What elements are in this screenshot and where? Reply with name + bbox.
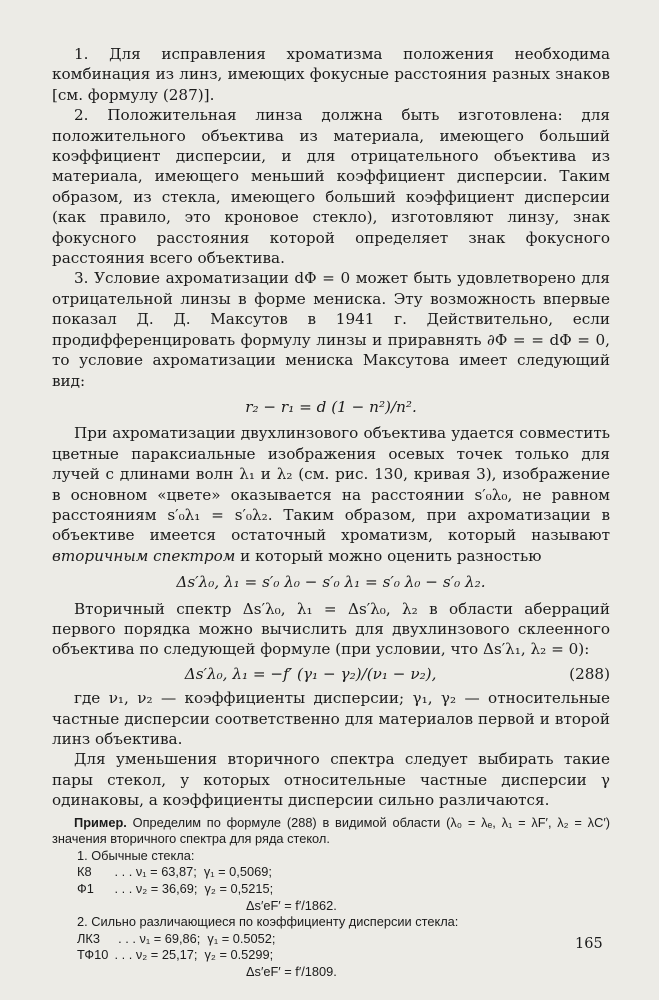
glass-row bbox=[77, 881, 610, 898]
paragraph-1: 1. Для исправления хроматизма положения необходима комбинация из линз, имеющих фокусные расстояния разных знаков [см. формулу (287)]. bbox=[52, 45, 610, 104]
glass-name: Ф1 bbox=[77, 881, 94, 896]
glass-row bbox=[77, 947, 610, 964]
paragraph-7: Для уменьшения вторичного спектра следует выбирать такие пары стекол, у которых относительные частные дисперсии γ одинаковы, а коэффициенты дисперсии сильно различаются. bbox=[52, 750, 610, 810]
group2-delta: Δs′eF′ = f′/1809. bbox=[246, 963, 337, 979]
paragraph-6: где ν₁, ν₂ — коэффициенты дисперсии; γ₁, γ₂ — относительные частные дисперсии соответственно для материалов первой и второй линз объектива. bbox=[52, 689, 610, 748]
formula-meniscus: r₂ − r₁ = d (1 − n²)/n². bbox=[245, 397, 417, 416]
formula-secondary-spectrum: Δs′λ₀, λ₁ = s′₀ λ₀ − s′₀ λ₁ = s′₀ λ₀ − s′₀ λ₂. bbox=[176, 573, 486, 592]
glass-data: . . . ν₁ = 69,86; γ₁ = 0.5052; bbox=[111, 930, 276, 946]
glass-data: . . . ν₂ = 36,69; γ₂ = 0,5215; bbox=[111, 881, 274, 896]
group1-title: 1. Обычные стекла: bbox=[77, 847, 195, 863]
group1-delta: Δs′eF′ = f′/1862. bbox=[246, 897, 337, 913]
paragraph-2: 2. Положительная линза должна быть изготовлена: для положительного объектива из материала, имеющего больший коэффициент дисперсии, и для отрицательного объектива из материала, имеющего меньший коэффициент дисперсии. Таким образом, из стекла, имеющего больший коэффициент дисперсии (как правило, это кроновое стекло), изготовляют линзу, знак фокусного расстояния которой определяет знак фокусного расстояния всего объектива. bbox=[52, 106, 610, 268]
paragraph-4-start: При ахроматизации двухлинзового объектива удается совместить цветные параксиальные изображения осевых точек только для лучей с длинами волн λ₁ и λ₂ (см. рис. 130, кривая 3), изображение в основном «цвете» оказывается на расстоянии s′₀λ₀, не равном расстояниям s′₀λ₁ = s′₀λ₂. Таким образом, при ахроматизации в объективе имеется остаточный хроматизм, который называют bbox=[52, 424, 610, 545]
example-intro-text: Определим по формуле (288) в видимой области (λ₀ = λₑ, λ₁ = λF′, λ₂ = λC′) значения вторичного спектра для ряда стекол. bbox=[52, 814, 610, 847]
glass-row bbox=[77, 931, 610, 948]
group2-title: 2. Сильно различающиеся по коэффициенту дисперсии стекла: bbox=[77, 914, 459, 930]
formula-288-number: (288) bbox=[569, 664, 610, 683]
formula-288-expression: Δs′λ₀, λ₁ = −f′ (γ₁ − γ₂)/(ν₁ − ν₂), bbox=[184, 664, 437, 683]
term-secondary-spectrum: вторичным спектром bbox=[52, 546, 236, 565]
glass-name: ТФ10 bbox=[77, 947, 109, 963]
glass-data: . . . ν₁ = 63,87; γ₁ = 0,5069; bbox=[111, 864, 272, 880]
example-label: Пример. bbox=[74, 814, 127, 830]
example-intro bbox=[52, 815, 610, 848]
glass-name: ЛК3 bbox=[77, 930, 100, 946]
glass-name: К8 bbox=[77, 864, 92, 880]
glass-data: . . . ν₂ = 25,17; γ₂ = 0.5299; bbox=[111, 947, 274, 963]
paragraph-4 bbox=[52, 423, 610, 566]
formula-288 bbox=[52, 664, 610, 684]
paragraph-4-end: и который можно оценить разностью bbox=[240, 546, 542, 565]
example-block bbox=[52, 815, 610, 981]
glass-row bbox=[77, 864, 610, 881]
paragraph-5: Вторичный спектр Δs′λ₀, λ₁ = Δs′λ₀, λ₂ в области аберраций первого порядка можно вычислить для двухлинзового склеенного объектива по следующей формуле (при условии, что Δs′λ₁, λ₂ = 0): bbox=[52, 599, 610, 659]
main-text bbox=[52, 44, 610, 981]
page-number: 165 bbox=[575, 936, 603, 952]
paragraph-3: 3. Условие ахроматизации dΦ = 0 может быть удовлетворено для отрицательной линзы в форме мениска. Эту возможность впервые показал Д. Д. Максутов в 1941 г. Действительно, если продифференцировать формулу линзы и приравнять ∂Φ = = dΦ = 0, то условие ахроматизации мениска Максутова имеет следующий вид: bbox=[52, 269, 610, 390]
